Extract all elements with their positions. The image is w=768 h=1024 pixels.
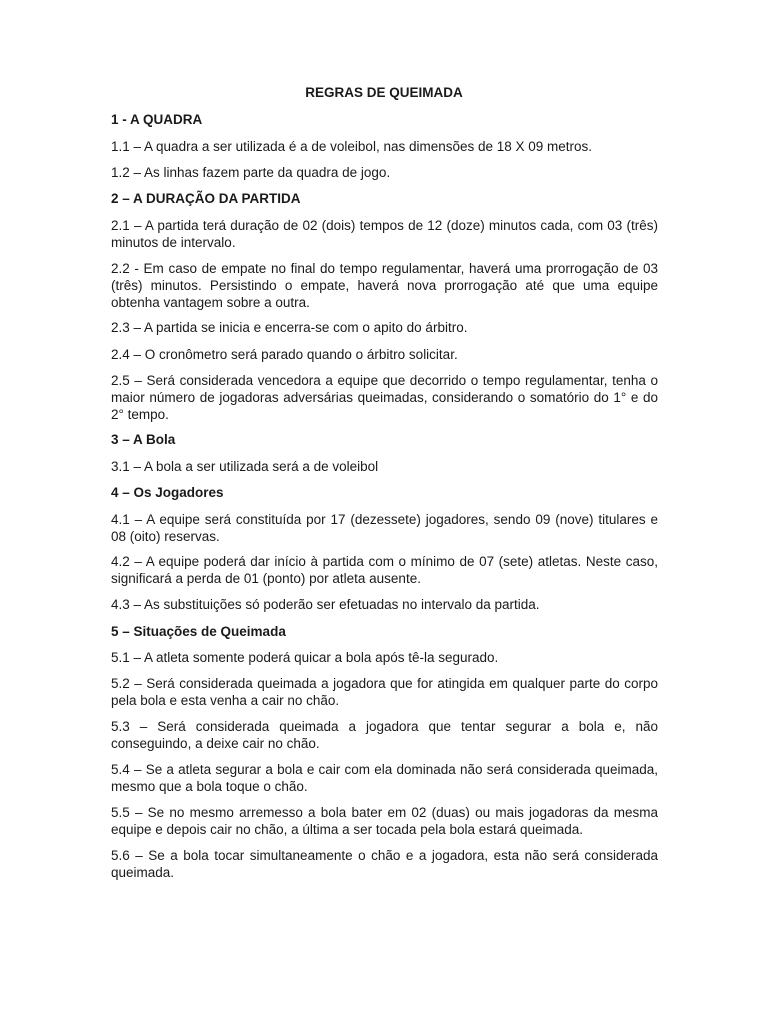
paragraph-5-5: 5.5 – Se no mesmo arremesso a bola bater em 02 (duas) ou mais jogadoras da mesma equipe e depois cair no chão, a última a ser tocada pela bola estará queimada. (111, 805, 658, 837)
page-title: REGRAS DE QUEIMADA (305, 85, 463, 100)
paragraph-5-6: 5.6 – Se a bola tocar simultaneamente o chão e a jogadora, esta não será considerada queimada. (111, 848, 658, 880)
paragraph-4-2: 4.2 – A equipe poderá dar início à partida com o mínimo de 07 (sete) atletas. Neste caso, significará a perda de 01 (ponto) por atleta ausente. (111, 554, 658, 586)
section-heading-quadra: 1 - A QUADRA (111, 112, 203, 127)
paragraph-3-1: 3.1 – A bola a ser utilizada será a de voleibol (111, 459, 379, 474)
paragraph-1-2: 1.2 – As linhas fazem parte da quadra de jogo. (111, 165, 391, 180)
section-heading-jogadores: 4 – Os Jogadores (111, 485, 224, 500)
section-heading-duracao: 2 – A DURAÇÃO DA PARTIDA (111, 191, 301, 206)
paragraph-1-1: 1.1 – A quadra a ser utilizada é a de voleibol, nas dimensões de 18 X 09 metros. (111, 139, 593, 154)
paragraph-2-2: 2.2 - Em caso de empate no final do tempo regulamentar, haverá uma prorrogação de 03 (três) minutos. Persistindo o empate, haverá nova prorrogação até que uma equipe obtenha vantagem sobre a outra. (111, 261, 658, 310)
paragraph-5-4: 5.4 – Se a atleta segurar a bola e cair com ela dominada não será considerada queimada, mesmo que a bola toque o chão. (111, 762, 658, 794)
section-heading-queimada: 5 – Situações de Queimada (111, 624, 286, 639)
paragraph-4-3: 4.3 – As substituições só poderão ser efetuadas no intervalo da partida. (111, 597, 540, 612)
paragraph-5-1: 5.1 – A atleta somente poderá quicar a bola após tê-la segurado. (111, 650, 499, 665)
paragraph-2-5: 2.5 – Será considerada vencedora a equipe que decorrido o tempo regulamentar, tenha o maior número de jogadoras adversárias queimadas, considerando o somatório do 1° e do 2° tempo. (111, 373, 658, 422)
paragraph-2-4: 2.4 – O cronômetro será parado quando o árbitro solicitar. (111, 347, 458, 362)
paragraph-4-1: 4.1 – A equipe será constituída por 17 (dezessete) jogadores, sendo 09 (nove) titulares e 08 (oito) reservas. (111, 512, 658, 544)
paragraph-2-3: 2.3 – A partida se inicia e encerra-se com o apito do árbitro. (111, 320, 468, 335)
paragraph-5-2: 5.2 – Será considerada queimada a jogadora que for atingida em qualquer parte do corpo pela bola e esta venha a cair no chão. (111, 676, 658, 708)
paragraph-2-1: 2.1 – A partida terá duração de 02 (dois) tempos de 12 (doze) minutos cada, com 03 (três) minutos de intervalo. (111, 218, 658, 250)
section-heading-bola: 3 – A Bola (111, 432, 176, 447)
paragraph-5-3: 5.3 – Será considerada queimada a jogadora que tentar segurar a bola e, não conseguindo, a deixe cair no chão. (111, 719, 658, 751)
